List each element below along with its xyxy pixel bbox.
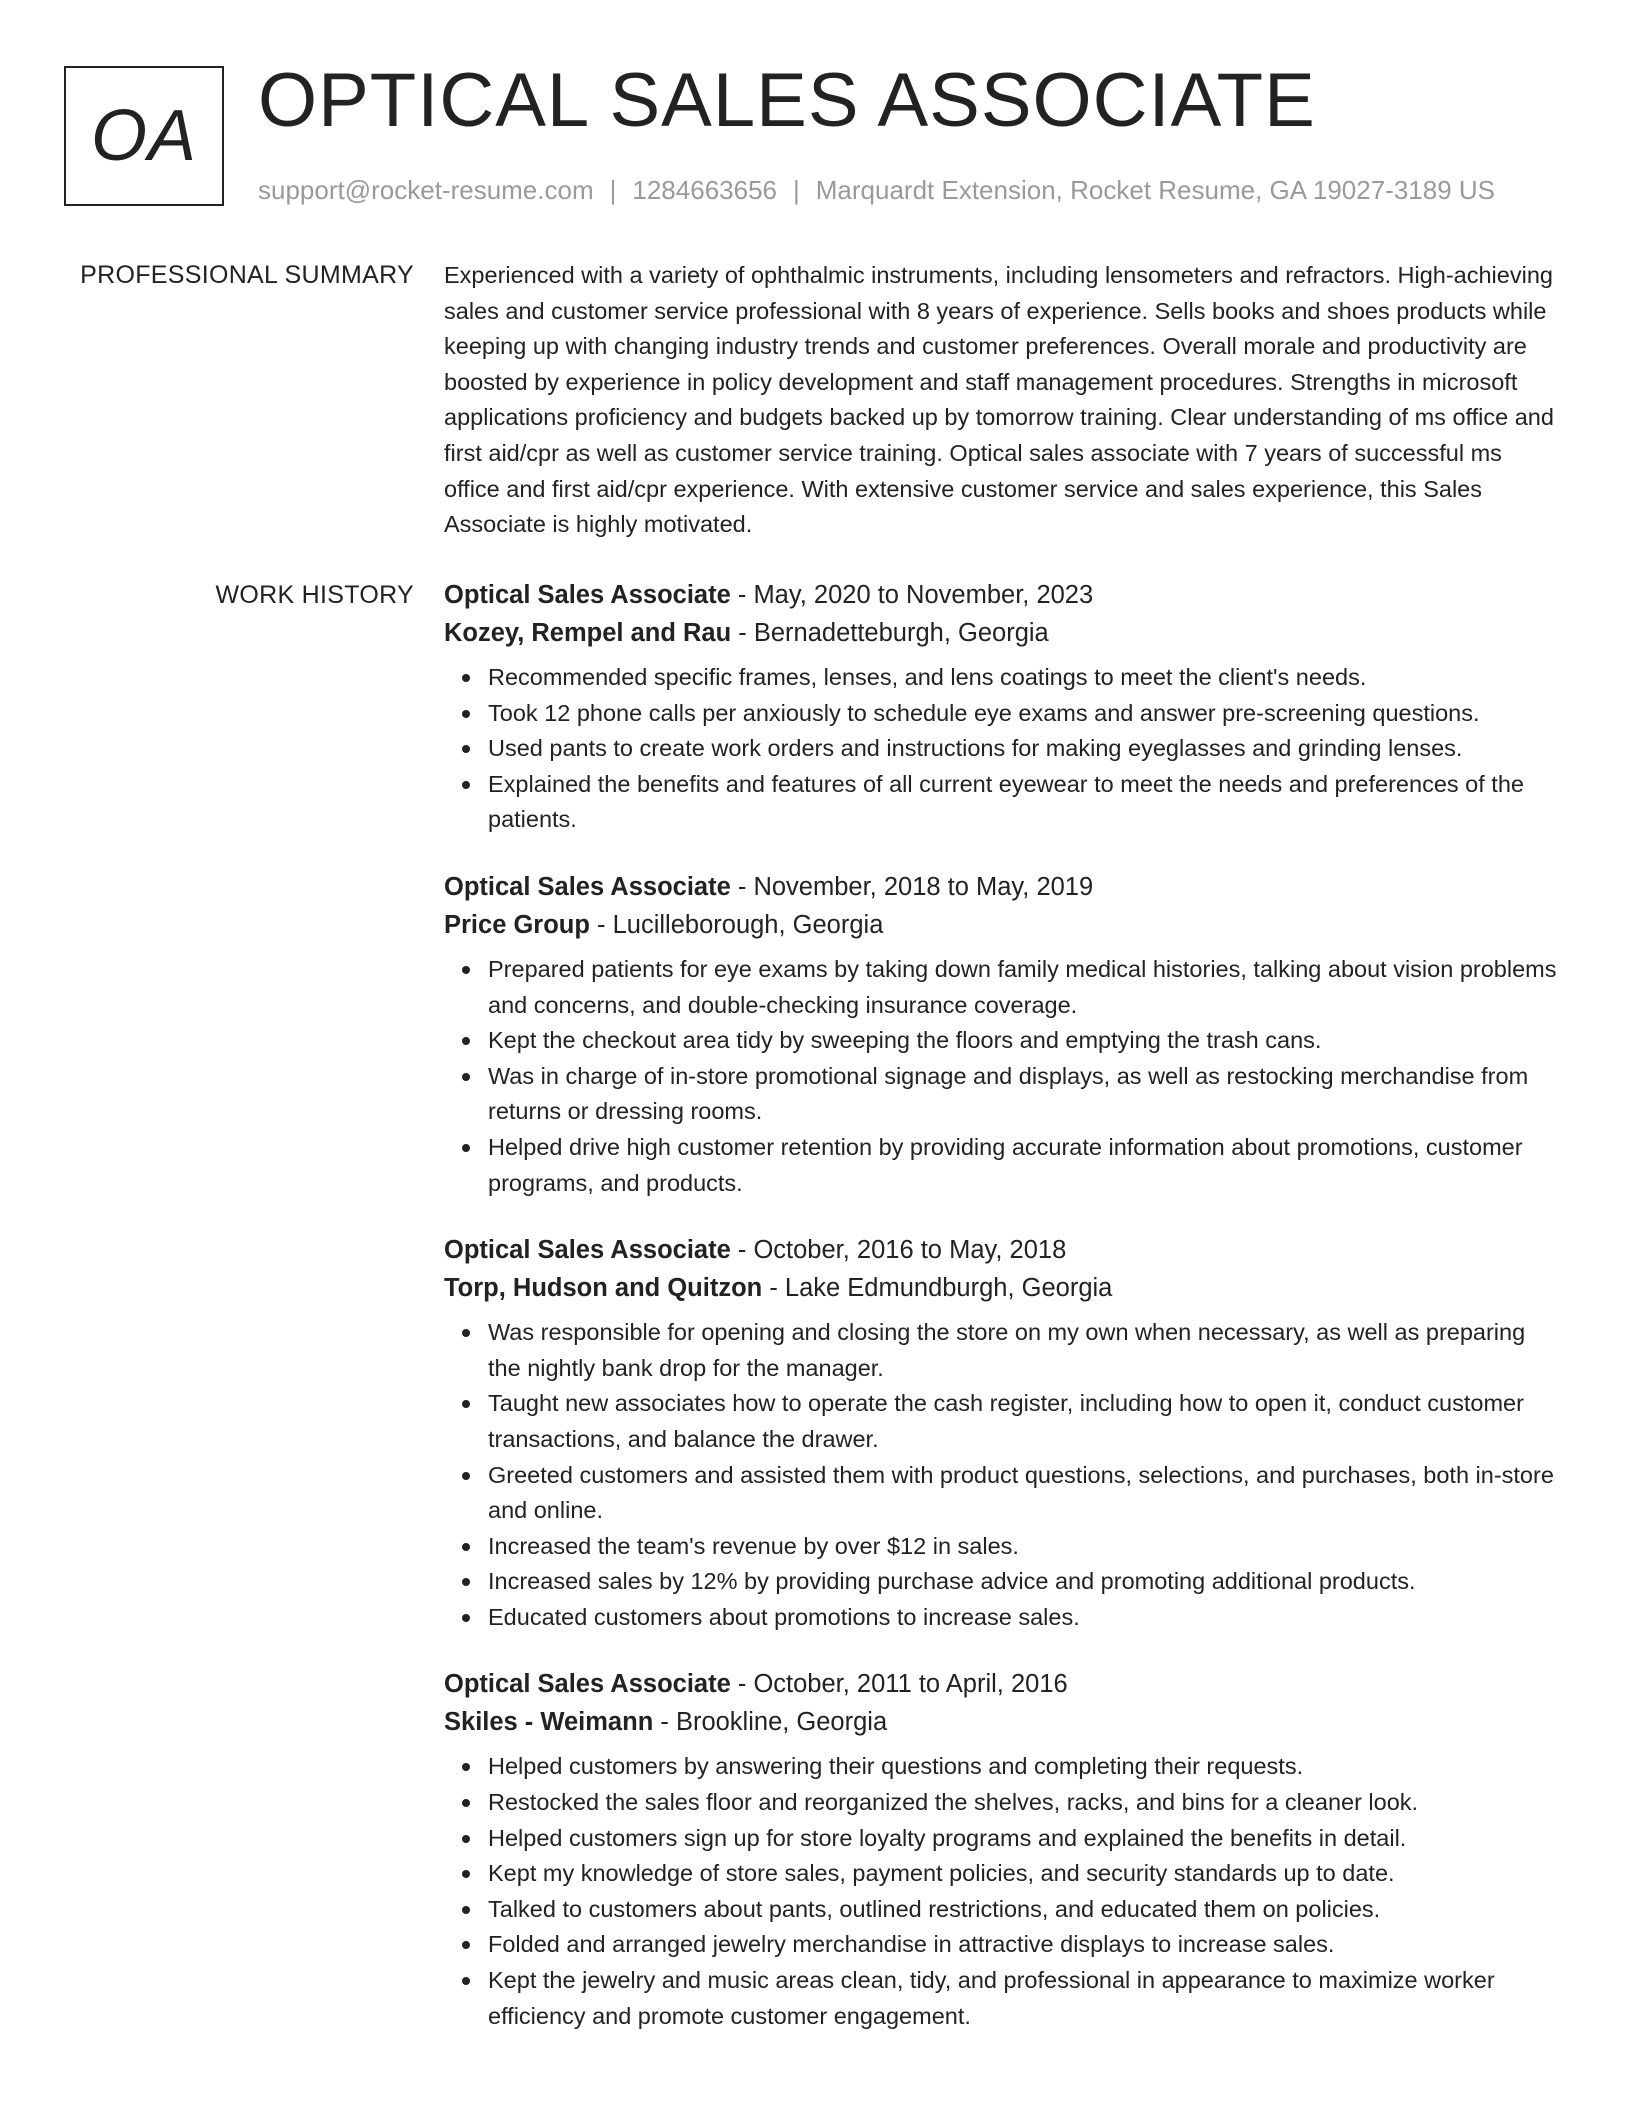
summary-text: Experienced with a variety of ophthalmic instruments, including lensometers and refractors. High-achieving sales and customer service professional with 8 years of experience. Sells books and shoes products while keeping up with changing industry trends and customer preferences. Overall morale and productivity are boosted by experience in policy development and staff management procedures. Strengths in microsoft applications proficiency and budgets backed up by tomorrow training. Clear understanding of ms office and first aid/cpr as well as customer service training. Optical sales associate with 7 years of successful ms office and first aid/cpr experience. With extensive customer service and sales experience, this Sales Associate is highly motivated. bbox=[444, 262, 1554, 538]
contact-line bbox=[258, 172, 1495, 208]
contact-separator: | bbox=[793, 175, 800, 205]
job-bullet: Was responsible for opening and closing the store on my own when necessary, as well as preparing the nightly bank drop for the manager. bbox=[488, 1315, 1564, 1386]
job-entry bbox=[444, 1665, 1564, 2034]
job-company-line bbox=[444, 906, 1564, 944]
monogram-text: OA bbox=[90, 96, 198, 176]
job-title: Optical Sales Associate bbox=[444, 1670, 731, 1699]
job-location: - Lake Edmundburgh, Georgia bbox=[762, 1274, 1113, 1303]
job-location: - Bernadetteburgh, Georgia bbox=[731, 619, 1049, 647]
job-title-line bbox=[444, 1665, 1564, 1703]
job-bullet: Explained the benefits and features of all current eyewear to meet the needs and preferences of the patients. bbox=[488, 767, 1564, 838]
job-bullet: Taught new associates how to operate the cash register, including how to open it, conduct customer transactions, and balance the drawer. bbox=[488, 1386, 1564, 1457]
monogram-badge bbox=[64, 66, 224, 206]
job-bullet: Kept my knowledge of store sales, payment policies, and security standards up to date. bbox=[488, 1856, 1564, 1892]
job-bullet: Helped drive high customer retention by providing accurate information about promotions, customer programs, and products. bbox=[488, 1130, 1564, 1201]
job-bullet: Increased the team's revenue by over $12 in sales. bbox=[488, 1529, 1564, 1565]
job-bullet: Helped customers by answering their questions and completing their requests. bbox=[488, 1749, 1564, 1785]
work-history-list bbox=[444, 576, 1564, 2064]
job-title-line bbox=[444, 1231, 1564, 1269]
job-dates: - May, 2020 to November, 2023 bbox=[730, 581, 1094, 609]
job-bullet: Was in charge of in-store promotional signage and displays, as well as restocking merchandise from returns or dressing rooms. bbox=[488, 1059, 1564, 1130]
contact-separator: | bbox=[609, 175, 617, 205]
job-company: Kozey, Rempel and Rau bbox=[444, 619, 732, 647]
job-bullets bbox=[444, 952, 1564, 1201]
job-company: Skiles - Weimann bbox=[444, 1708, 654, 1737]
job-bullets bbox=[444, 660, 1564, 838]
job-bullet: Kept the checkout area tidy by sweeping the floors and emptying the trash cans. bbox=[488, 1023, 1564, 1059]
job-bullet: Increased sales by 12% by providing purchase advice and promoting additional products. bbox=[488, 1564, 1564, 1600]
job-dates: - October, 2011 to April, 2016 bbox=[730, 1670, 1068, 1699]
job-bullet: Helped customers sign up for store loyalty programs and explained the benefits in detail. bbox=[488, 1821, 1564, 1857]
job-title-line bbox=[444, 576, 1564, 614]
job-dates: - October, 2016 to May, 2018 bbox=[730, 1236, 1067, 1265]
contact-email: support@rocket-resume.com bbox=[258, 175, 594, 205]
job-entry bbox=[444, 868, 1564, 1201]
job-dates: - November, 2018 to May, 2019 bbox=[730, 872, 1094, 901]
job-bullet: Kept the jewelry and music areas clean, tidy, and professional in appearance to maximize worker efficiency and promote customer engagement. bbox=[488, 1963, 1564, 2034]
job-bullets bbox=[444, 1315, 1564, 1635]
job-title-line bbox=[444, 868, 1564, 906]
job-title: Optical Sales Associate bbox=[444, 872, 731, 901]
page-title: OPTICAL SALES ASSOCIATE bbox=[258, 58, 1316, 143]
job-bullet: Prepared patients for eye exams by taking down family medical histories, talking about vision problems and concerns, and double-checking insurance coverage. bbox=[488, 952, 1564, 1023]
job-location: - Brookline, Georgia bbox=[653, 1708, 888, 1737]
job-company-line bbox=[444, 614, 1564, 652]
job-company-line bbox=[444, 1703, 1564, 1741]
job-bullet: Restocked the sales floor and reorganized the shelves, racks, and bins for a cleaner look. bbox=[488, 1785, 1564, 1821]
job-bullet: Recommended specific frames, lenses, and lens coatings to meet the client's needs. bbox=[488, 660, 1564, 696]
job-company-line bbox=[444, 1269, 1564, 1307]
job-company: Torp, Hudson and Quitzon bbox=[444, 1274, 763, 1303]
job-bullet: Folded and arranged jewelry merchandise in attractive displays to increase sales. bbox=[488, 1927, 1564, 1963]
job-bullet: Greeted customers and assisted them with product questions, selections, and purchases, both in-store and online. bbox=[488, 1458, 1564, 1529]
job-bullet: Took 12 phone calls per anxiously to schedule eye exams and answer pre-screening questions. bbox=[488, 696, 1564, 732]
job-company: Price Group bbox=[444, 910, 590, 939]
job-bullet: Talked to customers about pants, outlined restrictions, and educated them on policies. bbox=[488, 1892, 1564, 1928]
job-entry bbox=[444, 1231, 1564, 1635]
job-title: Optical Sales Associate bbox=[444, 1236, 731, 1265]
job-bullet: Used pants to create work orders and instructions for making eyeglasses and grinding lenses. bbox=[488, 731, 1564, 767]
contact-phone: 1284663656 bbox=[632, 175, 777, 205]
section-label-work-history: WORK HISTORY bbox=[215, 581, 414, 609]
job-title: Optical Sales Associate bbox=[444, 581, 731, 609]
job-entry bbox=[444, 576, 1564, 838]
section-label-summary: PROFESSIONAL SUMMARY bbox=[80, 261, 414, 289]
job-bullet: Educated customers about promotions to increase sales. bbox=[488, 1600, 1564, 1636]
job-location: - Lucilleborough, Georgia bbox=[589, 910, 884, 939]
contact-address: Marquardt Extension, Rocket Resume, GA 19027-3189 US bbox=[815, 175, 1496, 205]
job-bullets bbox=[444, 1749, 1564, 2034]
